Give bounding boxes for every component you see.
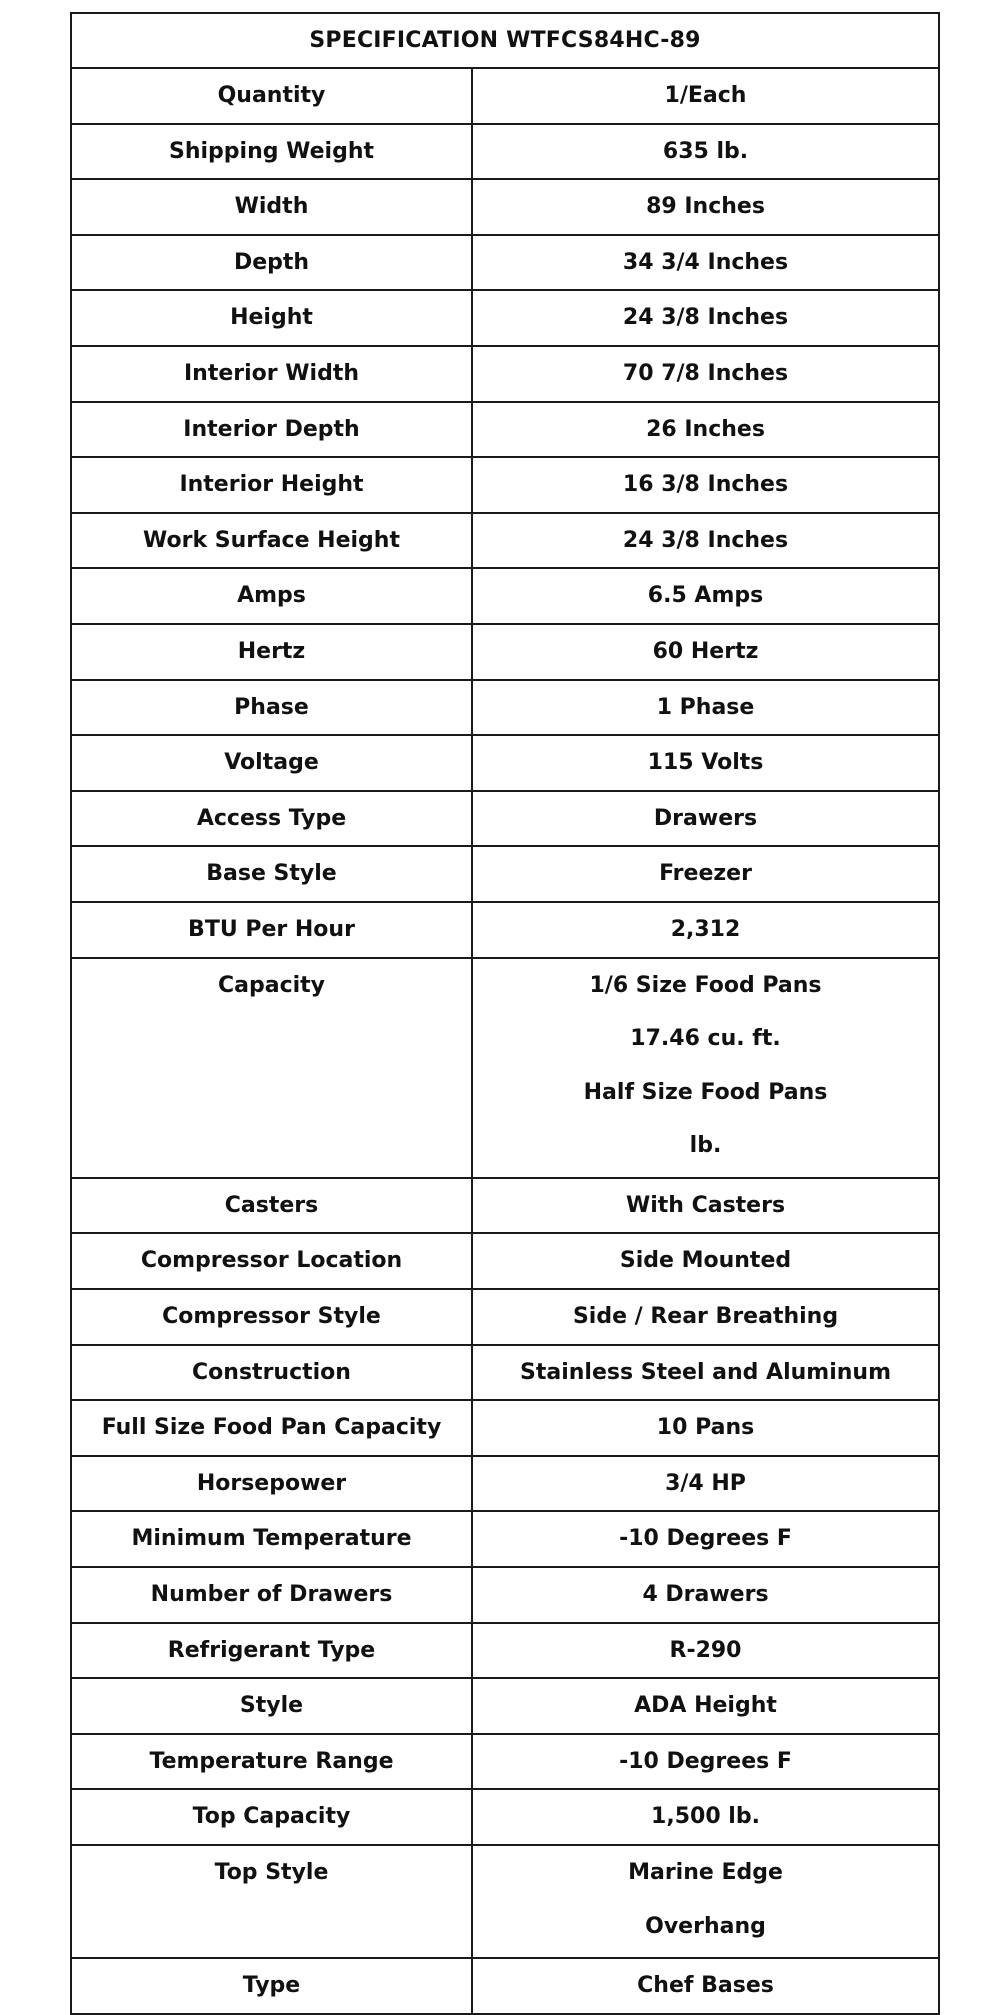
spec-value-line: 17.46 cu. ft. [630, 1026, 781, 1052]
spec-value-line: Drawers [653, 805, 758, 831]
table-row [71, 402, 939, 458]
table-row [71, 68, 939, 124]
spec-value-line: 1,500 lb. [651, 1804, 760, 1830]
table-row [71, 1845, 939, 1958]
table-row [71, 791, 939, 847]
spec-value [472, 1289, 939, 1345]
spec-value [472, 902, 939, 958]
spec-value-line: 115 Volts [647, 750, 764, 776]
spec-value [472, 1623, 939, 1679]
table-row [71, 1734, 939, 1790]
spec-label: Capacity [71, 958, 472, 1178]
spec-label: Interior Width [71, 346, 472, 402]
spec-value-line: -10 Degrees F [619, 1526, 792, 1552]
spec-value [472, 513, 939, 569]
spec-value [472, 846, 939, 902]
table-body [71, 68, 939, 2014]
table-row [71, 179, 939, 235]
spec-value-line: Marine Edge [628, 1860, 783, 1886]
spec-value-line: 70 7/8 Inches [622, 360, 789, 386]
spec-value-line: R-290 [669, 1637, 742, 1663]
spec-label: Construction [71, 1345, 472, 1401]
spec-value-line: Overhang [645, 1913, 766, 1939]
spec-label: Refrigerant Type [71, 1623, 472, 1679]
table-row [71, 1289, 939, 1345]
table-row [71, 1400, 939, 1456]
spec-value-line: 1/6 Size Food Pans [589, 972, 822, 998]
spec-label: Height [71, 290, 472, 346]
spec-value-line: Side / Rear Breathing [572, 1304, 839, 1330]
spec-label: BTU Per Hour [71, 902, 472, 958]
spec-value [472, 1958, 939, 2014]
table-row [71, 290, 939, 346]
spec-label: Interior Depth [71, 402, 472, 458]
spec-value [472, 1678, 939, 1734]
spec-value [472, 290, 939, 346]
spec-value-line: 10 Pans [656, 1415, 755, 1441]
spec-label: Number of Drawers [71, 1567, 472, 1623]
spec-label: Minimum Temperature [71, 1511, 472, 1567]
spec-label: Quantity [71, 68, 472, 124]
spec-value [472, 958, 939, 1178]
table-row [71, 624, 939, 680]
table-row [71, 1456, 939, 1512]
spec-label: Temperature Range [71, 1734, 472, 1790]
spec-value [472, 1734, 939, 1790]
spec-value-line: Half Size Food Pans [583, 1079, 828, 1105]
table-row [71, 1789, 939, 1845]
table-row [71, 735, 939, 791]
spec-label: Casters [71, 1178, 472, 1234]
spec-value [472, 735, 939, 791]
spec-label: Top Style [71, 1845, 472, 1958]
spec-value-line: 34 3/4 Inches [622, 249, 789, 275]
table-row [71, 902, 939, 958]
table-row [71, 1233, 939, 1289]
spec-value-line: 2,312 [670, 916, 741, 942]
spec-value-line: 89 Inches [646, 194, 765, 220]
table-row [71, 513, 939, 569]
spec-value-line: 4 Drawers [642, 1582, 769, 1608]
table-row [71, 457, 939, 513]
spec-label: Work Surface Height [71, 513, 472, 569]
spec-value-line: 60 Hertz [652, 638, 759, 664]
spec-label: Phase [71, 680, 472, 736]
spec-value [472, 402, 939, 458]
spec-label: Base Style [71, 846, 472, 902]
spec-value-line: lb. [689, 1133, 722, 1159]
table-row [71, 846, 939, 902]
spec-label: Top Capacity [71, 1789, 472, 1845]
spec-label: Shipping Weight [71, 124, 472, 180]
spec-value-line: ADA Height [634, 1693, 777, 1719]
spec-value [472, 68, 939, 124]
spec-label: Hertz [71, 624, 472, 680]
table-row [71, 1958, 939, 2014]
spec-value [472, 624, 939, 680]
spec-label: Compressor Style [71, 1289, 472, 1345]
table-row [71, 1178, 939, 1234]
spec-label: Width [71, 179, 472, 235]
spec-label: Horsepower [71, 1456, 472, 1512]
spec-value [472, 1511, 939, 1567]
spec-value [472, 179, 939, 235]
spec-label: Voltage [71, 735, 472, 791]
specification-table [70, 12, 940, 2015]
table-title: SPECIFICATION WTFCS84HC-89 [71, 13, 939, 68]
spec-value-line: 16 3/8 Inches [622, 472, 789, 498]
spec-value-line: 635 lb. [662, 138, 749, 164]
spec-value-line: 1/Each [664, 83, 747, 108]
spec-value-line: 26 Inches [646, 416, 765, 442]
spec-value-line: 24 3/8 Inches [622, 305, 789, 331]
spec-label: Type [71, 1958, 472, 2014]
spec-label: Compressor Location [71, 1233, 472, 1289]
spec-value [472, 1400, 939, 1456]
table-row [71, 1345, 939, 1401]
spec-value-line: 1 Phase [656, 694, 755, 720]
spec-value-line: 24 3/8 Inches [622, 527, 789, 553]
table-row [71, 1567, 939, 1623]
table-row [71, 235, 939, 291]
spec-value [472, 1456, 939, 1512]
spec-value [472, 1178, 939, 1234]
spec-value [472, 124, 939, 180]
spec-value [472, 1345, 939, 1401]
spec-label: Amps [71, 568, 472, 624]
spec-value [472, 1789, 939, 1845]
spec-value [472, 791, 939, 847]
spec-value-line: Side Mounted [619, 1248, 792, 1274]
spec-value [472, 346, 939, 402]
table-row [71, 124, 939, 180]
spec-label: Interior Height [71, 457, 472, 513]
spec-value [472, 680, 939, 736]
table-row [71, 958, 939, 1178]
table-row [71, 1678, 939, 1734]
spec-value-line: Stainless Steel and Aluminum [520, 1359, 891, 1385]
spec-value [472, 1845, 939, 1958]
spec-value [472, 568, 939, 624]
table-row [71, 680, 939, 736]
spec-value-line: Chef Bases [637, 1973, 774, 1999]
table-row [71, 1511, 939, 1567]
spec-value-line: Freezer [659, 861, 752, 887]
spec-value [472, 457, 939, 513]
spec-value-line: 6.5 Amps [647, 583, 764, 609]
spec-value [472, 1567, 939, 1623]
table-header-row [71, 13, 939, 68]
spec-value-line: With Casters [625, 1192, 786, 1218]
spec-label: Depth [71, 235, 472, 291]
spec-value [472, 1233, 939, 1289]
spec-label: Style [71, 1678, 472, 1734]
spec-value-line: 3/4 HP [665, 1470, 746, 1496]
spec-label: Access Type [71, 791, 472, 847]
table-row [71, 568, 939, 624]
table-row [71, 346, 939, 402]
table-row [71, 1623, 939, 1679]
spec-label: Full Size Food Pan Capacity [71, 1400, 472, 1456]
spec-value [472, 235, 939, 291]
spec-value-line: -10 Degrees F [619, 1748, 792, 1774]
